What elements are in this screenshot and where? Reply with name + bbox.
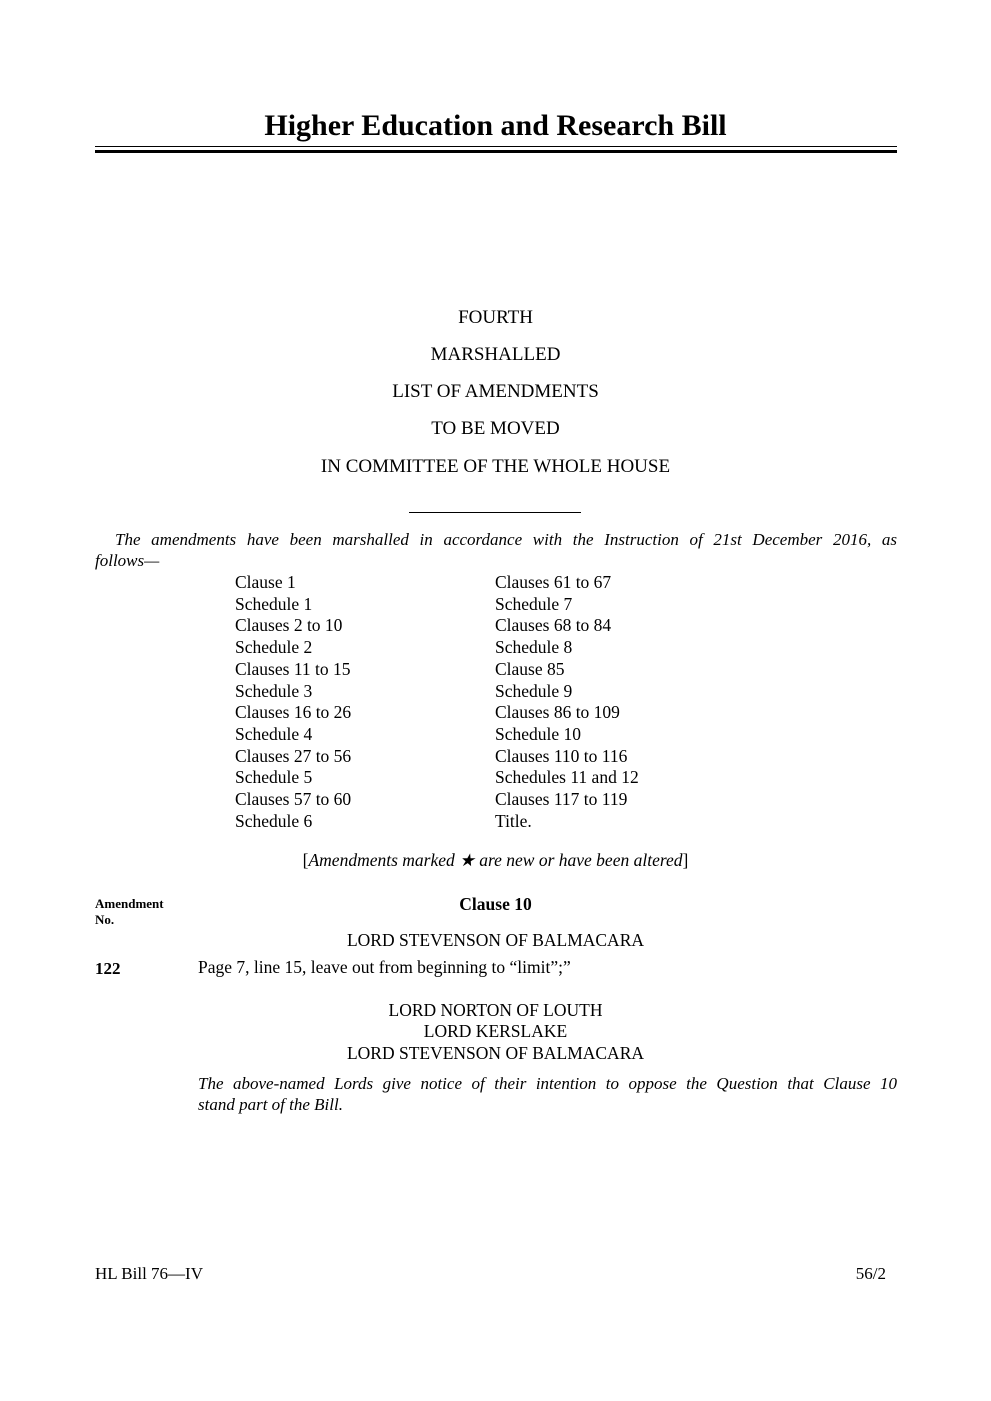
order-item: Schedule 9	[495, 680, 573, 701]
order-item: Schedule 7	[495, 593, 573, 614]
star-note: [Amendments marked ★ are new or have been altered]	[302, 850, 689, 870]
title-rule-thin	[95, 146, 897, 147]
order-item: Schedule 3	[235, 680, 313, 701]
amendment-label: Amendment	[95, 896, 164, 911]
order-column-right	[495, 572, 639, 832]
order-item: Clauses 117 to 119	[495, 789, 628, 810]
mover-name: LORD STEVENSON OF BALMACARA	[346, 930, 645, 950]
order-item: Clauses 2 to 10	[235, 615, 343, 636]
footer-page-ref: 56/2	[855, 1264, 886, 1283]
order-item: Clauses 11 to 15	[235, 658, 351, 679]
order-item: Title.	[495, 810, 532, 831]
order-item: Clauses 61 to 67	[495, 572, 612, 592]
order-item: Schedule 8	[495, 637, 573, 658]
heading-line: MARSHALLED	[430, 344, 561, 365]
opposition-text-1: The above-named Lords give notice of their intention to oppose the Question that Clause 10	[198, 1074, 897, 1093]
order-item: Schedule 5	[235, 767, 313, 788]
order-item: Clauses 27 to 56	[235, 745, 352, 766]
order-item: Schedule 4	[235, 723, 313, 744]
amendment-text: Page 7, line 15, leave out from beginning to “limit”;”	[198, 957, 571, 977]
order-item: Schedule 2	[235, 637, 313, 658]
opposer-name: LORD STEVENSON OF BALMACARA	[346, 1043, 645, 1063]
order-item: Clauses 16 to 26	[235, 702, 352, 723]
heading-line: LIST OF AMENDMENTS	[392, 381, 599, 402]
amendment-number: 122	[95, 959, 121, 978]
order-item: Schedule 6	[235, 810, 313, 831]
star-icon: ★	[459, 850, 475, 870]
order-item: Clauses 57 to 60	[235, 789, 352, 810]
divider	[409, 512, 581, 513]
opposer-name: LORD KERSLAKE	[423, 1021, 568, 1041]
order-item: Clauses 68 to 84	[495, 615, 612, 636]
order-item: Clause 1	[235, 572, 296, 592]
clause-heading: Clause 10	[459, 894, 532, 914]
order-column-left	[235, 572, 351, 832]
opposition-text-2: stand part of the Bill.	[198, 1095, 343, 1114]
order-item: Schedule 10	[495, 723, 582, 744]
bill-title: Higher Education and Research Bill	[264, 109, 727, 142]
heading-line: TO BE MOVED	[431, 418, 560, 439]
heading-line: FOURTH	[458, 307, 533, 328]
opposer-name: LORD NORTON OF LOUTH	[388, 1000, 603, 1020]
order-item: Clause 85	[495, 658, 565, 679]
intro-line-2: follows—	[95, 551, 160, 570]
title-rule-thick	[95, 150, 897, 153]
order-item: Schedule 1	[235, 593, 313, 614]
order-item: Clauses 86 to 109	[495, 702, 620, 723]
heading-line: IN COMMITTEE OF THE WHOLE HOUSE	[320, 456, 671, 477]
intro-line-1: The amendments have been marshalled in accordance with the Instruction of 21st December 2016, as	[115, 530, 897, 549]
order-item: Clauses 110 to 116	[495, 745, 628, 766]
order-item: Schedules 11 and 12	[495, 767, 639, 788]
amendment-label-no: No.	[95, 912, 115, 927]
footer-bill-number: HL Bill 76—IV	[95, 1264, 203, 1283]
